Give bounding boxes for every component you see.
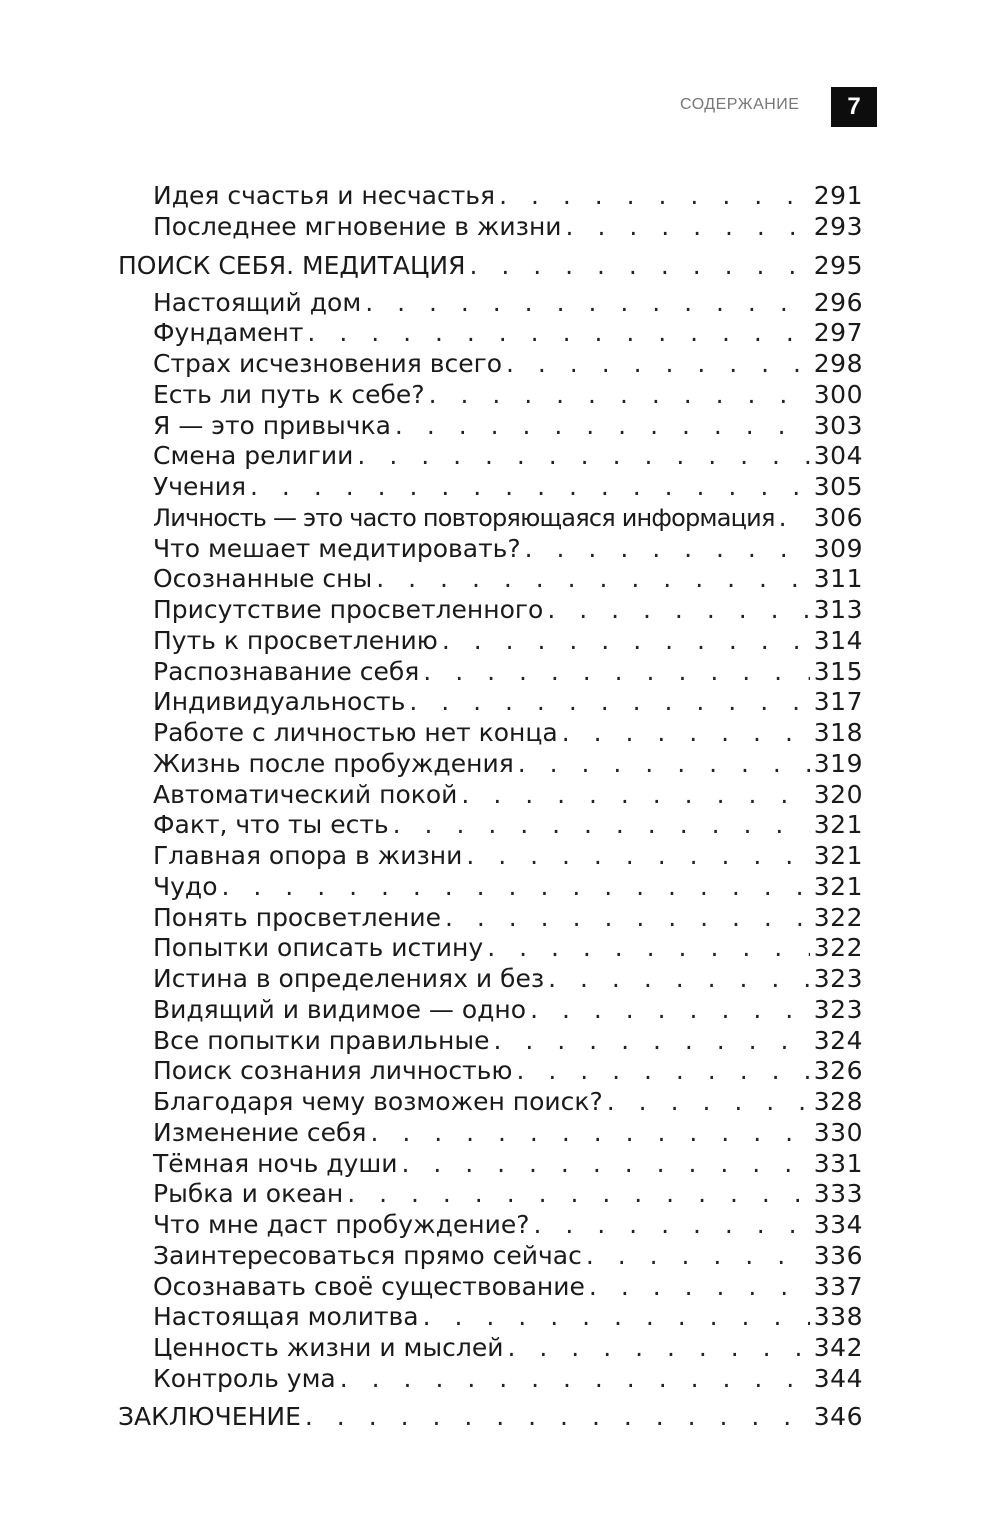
toc-entry-page-number: 291 — [813, 181, 863, 210]
dot-leader — [607, 1087, 810, 1118]
toc-entry-title: Автоматический покой — [153, 779, 458, 809]
toc-entry-title: Что мне даст пробуждение? — [153, 1210, 530, 1239]
toc-entry — [153, 1087, 863, 1118]
toc-entry-page-number: 295 — [813, 250, 863, 280]
dot-leader — [516, 1056, 809, 1087]
dot-leader — [499, 181, 810, 212]
dot-leader — [487, 933, 810, 964]
dot-leader — [534, 1210, 810, 1241]
toc-entry-title: Тёмная ночь души — [153, 1148, 398, 1178]
toc-entry — [153, 595, 863, 626]
toc-entry-page-number: 315 — [813, 656, 863, 686]
toc-entry-page-number: 344 — [813, 1363, 863, 1393]
toc-entry-title: Настоящий дом — [153, 287, 362, 317]
dot-leader — [395, 411, 810, 442]
toc-entry-page-number: 305 — [813, 472, 863, 501]
toc-entry — [153, 1302, 863, 1333]
dot-leader — [376, 564, 810, 595]
toc-entry-page-number: 304 — [813, 441, 863, 471]
toc-entry — [153, 503, 863, 534]
toc-entry-title: Путь к просветлению — [153, 625, 438, 655]
dot-leader — [401, 1149, 809, 1180]
toc-entry-page-number: 297 — [813, 318, 863, 348]
toc-entry-page-number: 331 — [813, 1148, 863, 1178]
dot-leader — [250, 472, 810, 503]
dot-leader — [461, 780, 809, 811]
toc-entry-page-number: 321 — [813, 871, 863, 901]
dot-leader — [566, 212, 810, 243]
toc-section-heading — [118, 243, 863, 288]
toc-entry — [153, 903, 863, 934]
toc-entry-page-number: 303 — [813, 410, 863, 440]
toc-entry-page-number: 323 — [813, 994, 863, 1024]
toc-entry-page-number: 336 — [813, 1240, 863, 1270]
dot-leader — [530, 995, 810, 1026]
table-of-contents — [0, 181, 1000, 1438]
dot-leader — [429, 380, 810, 411]
dot-leader — [305, 1395, 810, 1438]
toc-entry — [153, 1118, 863, 1149]
toc-entry-page-number: 321 — [813, 810, 863, 840]
toc-entry-page-number: 321 — [813, 841, 863, 870]
toc-entry-title: Благодаря чему возможен поиск? — [153, 1087, 603, 1116]
toc-entry-title: Работе с личностью нет конца — [153, 718, 558, 747]
dot-leader — [409, 687, 809, 718]
toc-entry — [153, 933, 863, 964]
toc-entry-title: Рыбка и океан — [153, 1179, 344, 1209]
toc-entry — [153, 687, 863, 718]
toc-entry-title: Индивидуальность — [153, 687, 406, 717]
dot-leader — [548, 964, 810, 995]
toc-entry-title: Распознавание себя — [153, 656, 420, 686]
toc-entry — [153, 1333, 863, 1364]
toc-entry — [153, 472, 863, 503]
toc-entry-page-number: 322 — [813, 902, 863, 932]
toc-entry-title: Присутствие просветленного — [153, 595, 544, 624]
dot-leader — [365, 288, 810, 319]
toc-entry — [153, 380, 863, 411]
toc-entry — [153, 626, 863, 657]
dot-leader — [445, 903, 810, 934]
toc-entry-title: Учения — [153, 472, 247, 501]
toc-entry — [153, 318, 863, 349]
toc-entry-title: Последнее мгновение в жизни — [153, 211, 562, 241]
toc-entry-page-number: 326 — [813, 1056, 863, 1086]
toc-entry-title: Что мешает медитировать? — [153, 533, 521, 563]
toc-entry-page-number: 309 — [813, 533, 863, 563]
toc-entry-page-number: 334 — [813, 1210, 863, 1239]
toc-entry-page-number: 311 — [813, 564, 863, 594]
toc-entry-page-number: 319 — [813, 748, 863, 778]
toc-entry-title: Факт, что ты есть — [153, 810, 389, 840]
toc-entry-title: Чудо — [153, 871, 218, 901]
toc-entry — [153, 749, 863, 780]
dot-leader — [222, 872, 810, 903]
toc-entry — [153, 1149, 863, 1180]
toc-entry-title: Я — это привычка — [153, 410, 391, 440]
toc-entry — [153, 964, 863, 995]
toc-entry — [153, 1179, 863, 1210]
toc-entry-title: Попытки описать истину — [153, 933, 484, 963]
toc-entry-page-number: 338 — [813, 1302, 863, 1332]
toc-entry-title: Личность — это часто повторяющаяся информация — [153, 503, 775, 532]
toc-entry — [153, 1056, 863, 1087]
toc-entry — [153, 181, 863, 212]
toc-section-heading — [118, 1395, 863, 1438]
toc-entry-page-number: 342 — [813, 1333, 863, 1362]
toc-entry-page-number: 323 — [813, 964, 863, 993]
running-head: СОДЕРЖАНИЕ — [680, 96, 800, 113]
dot-leader — [442, 626, 810, 657]
toc-entry-title: Поиск сознания личностью — [153, 1056, 513, 1086]
toc-entry — [153, 564, 863, 595]
dot-leader — [508, 1333, 810, 1364]
toc-entry — [153, 657, 863, 688]
dot-leader — [423, 657, 809, 688]
toc-entry-title: Фундамент — [153, 318, 304, 348]
toc-entry-title: Изменение себя — [153, 1117, 367, 1147]
toc-entry-page-number: 313 — [813, 595, 863, 624]
toc-entry-title: Настоящая молитва — [153, 1302, 419, 1332]
toc-entry-title: Страх исчезновения всего — [153, 349, 503, 378]
toc-entry-title: Понять просветление — [153, 902, 441, 932]
toc-entry-title: Контроль ума — [153, 1363, 336, 1393]
page-number-badge: 7 — [831, 87, 877, 127]
toc-entry-page-number: 314 — [813, 625, 863, 655]
toc-entry — [153, 1272, 863, 1303]
dot-leader — [423, 1302, 810, 1333]
dot-leader — [525, 534, 810, 565]
toc-entry-title: ЗАКЛЮЧЕНИЕ — [118, 1401, 301, 1431]
dot-leader — [347, 1179, 810, 1210]
dot-leader — [562, 718, 810, 749]
toc-entry-page-number: 337 — [813, 1271, 863, 1301]
toc-entry — [153, 995, 863, 1026]
toc-entry — [153, 534, 863, 565]
toc-entry — [153, 288, 863, 319]
toc-entry-page-number: 293 — [813, 211, 863, 241]
toc-entry-title: Смена религии — [153, 441, 354, 471]
toc-entry-page-number: 306 — [813, 502, 863, 532]
toc-entry — [153, 1026, 863, 1057]
toc-entry-title: Жизнь после пробуждения — [153, 748, 514, 778]
dot-leader — [307, 318, 809, 349]
dot-leader — [589, 1272, 810, 1303]
toc-entry — [153, 1210, 863, 1241]
dot-leader — [466, 841, 809, 872]
toc-entry — [153, 1364, 863, 1395]
dot-leader — [586, 1241, 810, 1272]
toc-entry — [153, 212, 863, 243]
toc-entry-title: Осознанные сны — [153, 564, 373, 594]
toc-entry-title: Главная опора в жизни — [153, 841, 463, 870]
toc-entry-title: Ценность жизни и мыслей — [153, 1333, 504, 1362]
toc-entry-page-number: 317 — [813, 687, 863, 717]
toc-entry-title: Есть ли путь к себе? — [153, 379, 425, 409]
toc-entry-page-number: 330 — [813, 1117, 863, 1147]
toc-entry-page-number: 300 — [813, 379, 863, 409]
toc-entry-title: Идея счастья и несчастья — [153, 181, 496, 210]
toc-entry — [153, 780, 863, 811]
toc-entry — [153, 810, 863, 841]
toc-entry-title: Видящий и видимое — одно — [153, 994, 527, 1024]
dot-leader — [506, 349, 810, 380]
dot-leader — [469, 243, 809, 288]
dot-leader — [547, 595, 809, 626]
dot-leader — [357, 441, 809, 472]
toc-entry — [153, 1241, 863, 1272]
dot-leader — [518, 749, 810, 780]
dot-leader — [393, 810, 810, 841]
toc-entry — [153, 349, 863, 380]
toc-entry-page-number: 318 — [813, 718, 863, 747]
toc-entry-page-number: 333 — [813, 1179, 863, 1209]
toc-entry — [153, 441, 863, 472]
toc-entry-page-number: 322 — [813, 933, 863, 963]
toc-entry-page-number: 324 — [813, 1025, 863, 1055]
toc-entry — [153, 718, 863, 749]
toc-entry-title: Осознавать своё существование — [153, 1271, 585, 1301]
dot-leader — [370, 1118, 809, 1149]
toc-entry-title: Истина в определениях и без — [153, 964, 545, 993]
toc-entry-title: ПОИСК СЕБЯ. МЕДИТАЦИЯ — [118, 250, 466, 280]
dot-leader — [340, 1364, 810, 1395]
toc-entry-page-number: 320 — [813, 779, 863, 809]
dot-leader — [494, 1026, 810, 1057]
dot-leader — [779, 503, 810, 534]
toc-entry — [153, 841, 863, 872]
toc-entry-page-number: 328 — [813, 1087, 863, 1116]
toc-entry-page-number: 346 — [813, 1401, 863, 1431]
toc-entry — [153, 411, 863, 442]
toc-entry — [153, 872, 863, 903]
toc-entry-title: Заинтересоваться прямо сейчас — [153, 1240, 582, 1270]
toc-entry-page-number: 298 — [813, 349, 863, 378]
toc-entry-page-number: 296 — [813, 287, 863, 317]
toc-entry-title: Все попытки правильные — [153, 1025, 490, 1055]
